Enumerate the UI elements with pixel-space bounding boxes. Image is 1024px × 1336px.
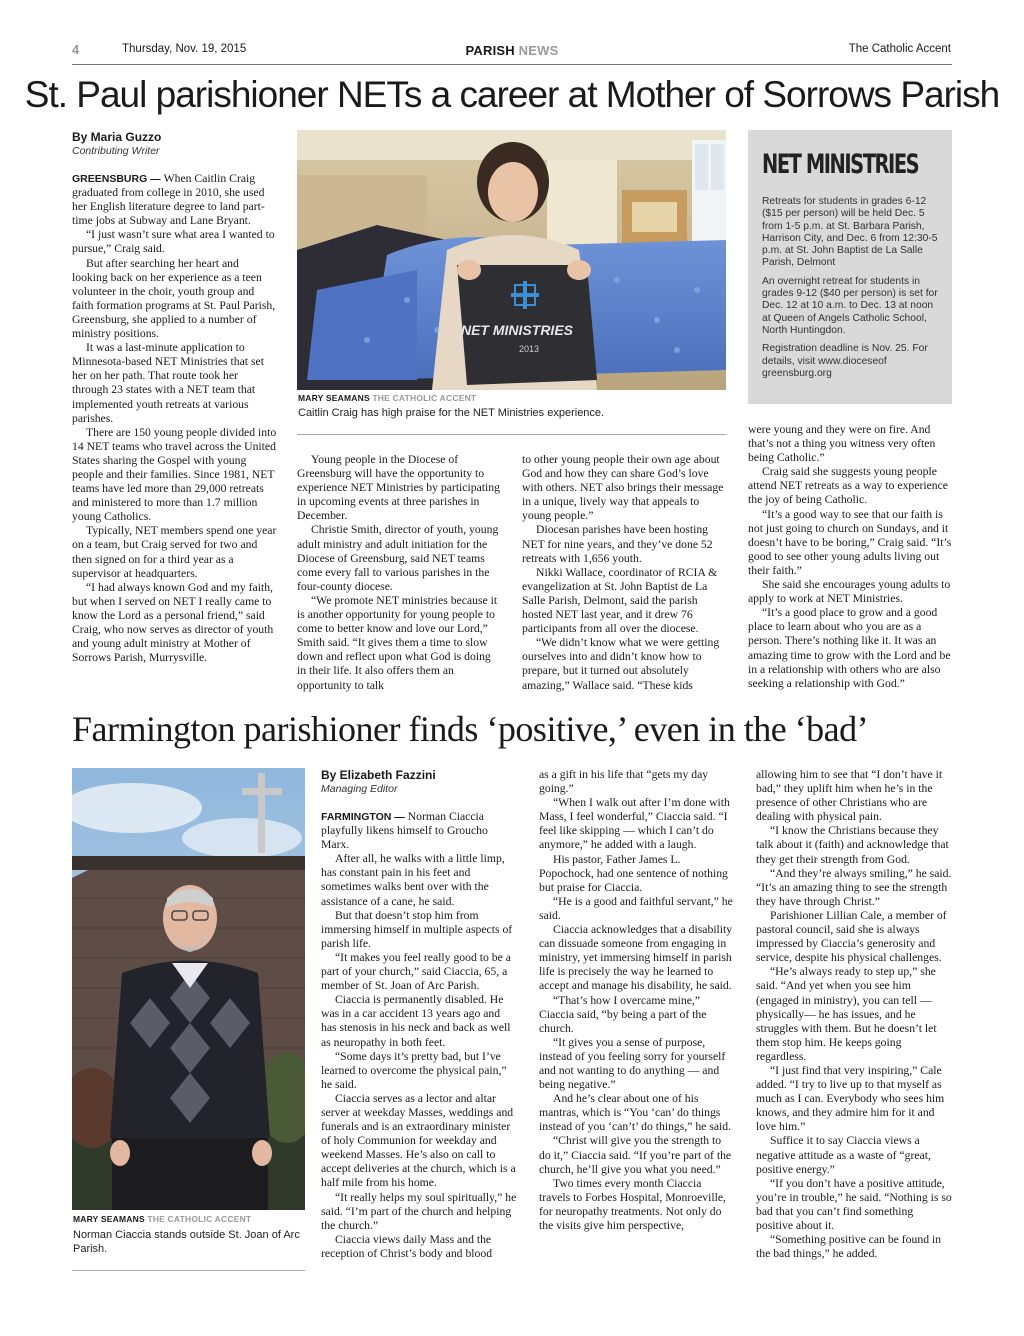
story1-photo-caption: Caitlin Craig has high praise for the NET Ministries experience.	[298, 407, 605, 419]
paragraph: were young and they were on fire. And that’s not a thing you witness very often being Catholic.”	[748, 423, 936, 465]
paragraph: After all, he walks with a little limp, has constant pain in his feet and sometimes walks bent over with the assistance of a cane, he said.	[321, 852, 505, 908]
story1-role: Contributing Writer	[72, 145, 160, 157]
paragraph: Ciaccia serves as a lector and altar server at weekday Masses, weddings and funerals and is an extraordinary minister of holy Communion for weekday and weekend Masses. He’s also on call to accept deliveries at the church, which is a half mile from his home.	[321, 1091, 516, 1190]
story1-credit-name: MARY SEAMANS	[298, 393, 370, 403]
story2-caption-rule	[72, 1270, 305, 1271]
paragraph: “When I walk out after I’m done with Mass, I feel wonderful,” Ciaccia said. “I feel like skipping — which I can’t do anymore,” he added with a laugh.	[539, 796, 730, 852]
story2-headline: Farmington parishioner finds ‘positive,’ even in the ‘bad’	[72, 709, 869, 749]
paragraph: “It gives you a sense of purpose, instead of you feeling sorry for yourself and not wanting to do anything — and being negative.”	[539, 1035, 726, 1092]
net-ministries-logo-text: NET MINISTRIES	[762, 148, 919, 180]
story2-byline-block	[321, 768, 511, 795]
paragraph: “Some days it’s pretty bad, but I’ve learned to overcome the physical pain,” he said.	[321, 1049, 507, 1091]
story2-photo-caption: Norman Ciaccia stands outside St. Joan of Arc Parish.	[73, 1229, 300, 1255]
story1-headline: St. Paul parishioner NETs a career at Mother of Sorrows Parish	[24, 74, 1000, 115]
sweatshirt-year: 2013	[518, 344, 540, 354]
paragraph: But that doesn’t stop him from immersing himself in multiple aspects of parish life.	[321, 908, 513, 950]
story1-column-3	[522, 453, 727, 693]
net-ministries-logo	[762, 144, 938, 184]
paragraph: But after searching her heart and looking back on her experience as a teen volunteer in the choir, youth group and faith formation programs at St. Paul Parish, Greensburg, she applied to a number of ministry positions.	[72, 256, 276, 341]
paragraph: Two times every month Ciaccia travels to Forbes Hospital, Monroeville, for neuropathy treatments. Not only do the visits give him perspective,	[539, 1176, 726, 1232]
paragraph: “He’s always ready to step up,” she said. “And yet when you see him (engaged in ministry), you can tell — physically— he has issues, and he struggles with them. But he doesn’t let them stop him. He keeps going regardless.	[756, 965, 937, 1063]
story1-photo	[297, 130, 726, 390]
story2-photo	[72, 768, 305, 1210]
story2-photo-illustration	[72, 768, 305, 1210]
story1-column-4	[748, 423, 953, 691]
paragraph	[321, 810, 517, 852]
story2-column-3	[756, 768, 953, 1261]
paragraph: Young people in the Diocese of Greensburg will have the opportunity to experience NET Ministries by participating in upcoming events at three parishes in December.	[297, 453, 500, 523]
sidebar-paragraph: An overnight retreat for students in grades 9-12 ($40 per person) is set for Dec. 12 at 10 a.m. to Dec. 13 at noon at Queen of Angels Catholic School, North Huntingdon.	[762, 275, 938, 336]
story1-byline-block	[72, 130, 277, 157]
paragraph: allowing him to see that “I don’t have it bad,” they uplift him when he’s in the presence of other Christians who are dealing with physical pain.	[756, 768, 943, 824]
paragraph: Nikki Wallace, coordinator of RCIA & evangelization at St. John Baptist de La Salle Parish, Delmont, said the parish hosted NET last year, and it drew 76 participants from all over the diocese.	[522, 565, 718, 636]
paragraph: “I just wasn’t sure what area I wanted to pursue,” Craig said.	[72, 228, 275, 256]
caption-rule	[297, 434, 726, 435]
paragraph: “I had always known God and my faith, but when I served on NET I really came to know the Lord as a personal friend,” said Craig, who now serves as director of youth and young adult ministry at Mother of Sorrows Parish, Murrysville.	[72, 580, 274, 665]
section-label-parish: PARISH	[465, 43, 515, 58]
sweatshirt-print: NET MINISTRIES	[460, 322, 574, 338]
story1-photo-illustration	[297, 130, 726, 390]
paragraph: “We promote NET ministries because it is another opportunity for young people to come to better know and love our Lord,” Smith said. “It gives them a time to slow down and reflect upon what God is doing in their life. It also offers them an opportunity to talk	[297, 593, 498, 692]
paragraph: Ciaccia acknowledges that a disability can dissuade someone from engaging in ministry, yet immersing himself in parish life is precisely the way he learned to accept and manage his disability, he said.	[539, 923, 733, 993]
section-label-news: NEWS	[518, 43, 559, 58]
paragraph: There are 150 young people divided into 14 NET teams who travel across the United States sharing the Gospel with young people and their families. Since 1981, NET teams have led more than 29,000 retreats and ministered to more than 1.7 million young Catholics.	[72, 425, 277, 524]
paragraph: Christie Smith, director of youth, young adult ministry and adult initiation for the Diocese of Greensburg, said NET teams come every fall to various parishes in the four-county diocese.	[297, 523, 499, 593]
paragraph: And he’s clear about one of his mantras, which is “You ‘can’ do things instead of you ‘can’t’ do things,” he said.	[539, 1092, 732, 1134]
story1-photo-credit	[298, 393, 476, 403]
story2-credit-org: THE CATHOLIC ACCENT	[147, 1214, 252, 1224]
story2-column-2	[539, 768, 735, 1233]
paragraph: “We didn’t know what we were getting ourselves into and didn’t know how to prepare, but it turned out absolutely amazing,” Wallace said. “These kids	[522, 636, 720, 692]
paragraph: Suffice it to say Ciaccia views a negative attitude as a waste of “great, positive energy.”	[756, 1134, 931, 1176]
paragraph: Ciaccia views daily Mass and the reception of Christ’s body and blood	[321, 1232, 493, 1260]
story1-column-2	[297, 453, 502, 693]
paragraph: Typically, NET members spend one year on a team, but Craig served for two and then signed on for a third year as a supervisor at headquarters.	[72, 524, 277, 580]
paragraph: “If you don’t have a positive attitude, you’re in trouble,” he said. “Nothing is so bad that you can’t find something positive about it.	[756, 1176, 952, 1232]
paragraph: It was a last-minute application to Minnesota-based NET Ministries that set her on her path. That route took her through 23 states with a NET team that implemented youth retreats at various parishes.	[72, 341, 264, 425]
paragraph: Craig said she suggests young people attend NET retreats as a way to experience the joy of being Catholic.	[748, 465, 948, 507]
story2-credit-name: MARY SEAMANS	[73, 1214, 145, 1224]
story1-byline: By Maria Guzzo	[72, 130, 162, 144]
header-rule	[72, 64, 952, 65]
paragraph: “And they’re always smiling,” he said. “It’s an amazing thing to see the strength they have through Christ.”	[756, 866, 952, 908]
paragraph: “It really helps my soul spiritually,” he said. “I’m part of the church and helping the church.”	[321, 1190, 517, 1232]
paragraph: Diocesan parishes have been hosting NET for nine years, and they’ve done 52 retreats with 1,656 youth.	[522, 523, 713, 565]
paragraph-text: Norman Ciaccia playfully likens himself to Groucho Marx.	[321, 810, 488, 852]
paragraph: as a gift in his life that “gets my day going.”	[539, 768, 709, 796]
paragraph: “That’s how I overcame mine,” Ciaccia said, “by being a part of the church.	[539, 993, 707, 1035]
page-number: 4	[72, 42, 80, 57]
story2-photo-credit	[73, 1214, 251, 1224]
story1-credit-org: THE CATHOLIC ACCENT	[372, 393, 477, 403]
net-ministries-sidebar	[748, 130, 952, 404]
paragraph: “I just find that very inspiring,” Cale added. “I try to live up to that myself as much as I can. Everybody who sees him knows, and they admire him for it and love him.”	[756, 1063, 945, 1134]
story2-byline: By Elizabeth Fazzini	[321, 768, 436, 782]
paragraph: “It’s a good way to see that our faith is not just going to church on Sundays, and it doesn’t have to be boring,” Craig said. “It’s good to see other young adults living out their faith.”	[748, 507, 952, 577]
paragraph: to other young people their own age about God and how they can share God’s love with others. NET also brings their message in a unique, lively way that appeals to young people.”	[522, 453, 724, 523]
paragraph: Parishioner Lillian Cale, a member of pastoral council, said she is always impressed by Ciaccia’s generosity and service, despite his physical challenges.	[756, 908, 947, 965]
paragraph: “It’s a good place to grow and a good place to learn about who you are as a person. There’s nothing like it. It was an amazing time to grow with the Lord and be in a relationship with others who are also seeking a relationship with God.”	[748, 606, 951, 690]
paragraph-text: When Caitlin Craig graduated from college in 2010, she used her English literature degree to land part-time jobs at Subway and Lane Bryant.	[72, 172, 265, 228]
sidebar-paragraph: Retreats for students in grades 6-12 ($15 per person) will be held Dec. 5 from 1-5 p.m. at St. Barbara Parish, Harrison City, and Dec. 6 from 12:30-5 p.m. at St. John Baptist de La Salle Parish, Delmont	[762, 196, 938, 269]
story2-column-1	[321, 810, 517, 1261]
paper-name: The Catholic Accent	[848, 43, 951, 55]
dateline: FARMINGTON —	[321, 811, 408, 823]
paragraph: “Something positive can be found in the bad things,” he added.	[756, 1233, 942, 1261]
paragraph: “It makes you feel really good to be a part of your church,” said Ciaccia, 65, a member of St. Joan of Arc Parish.	[321, 950, 511, 993]
paragraph: “He is a good and faithful servant,” he said.	[539, 894, 733, 922]
story2-role: Managing Editor	[321, 783, 398, 795]
dateline: GREENSBURG —	[72, 173, 164, 185]
paragraph: His pastor, Father James L. Popochock, had one sentence of nothing but praise for Ciaccia.	[539, 852, 728, 894]
sidebar-paragraph: Registration deadline is Nov. 25. For details, visit www.dioceseof greensburg.org	[762, 343, 928, 379]
paragraph: “I know the Christians because they talk about it (faith) and acknowledge that they get their strength from God.	[756, 824, 949, 866]
story1-column-1	[72, 172, 277, 665]
issue-date: Thursday, Nov. 19, 2015	[122, 43, 247, 55]
paragraph: Ciaccia is permanently disabled. He was in a car accident 13 years ago and has stenosis in his neck and back as well as neuropathy in both feet.	[321, 993, 511, 1049]
paragraph	[72, 172, 277, 228]
paragraph: “Christ will give you the strength to do it,” Ciaccia said. “If you’re part of the church, he’ll give you what you need.”	[539, 1134, 732, 1176]
paragraph: She said she encourages young adults to apply to work at NET Ministries.	[748, 578, 951, 606]
